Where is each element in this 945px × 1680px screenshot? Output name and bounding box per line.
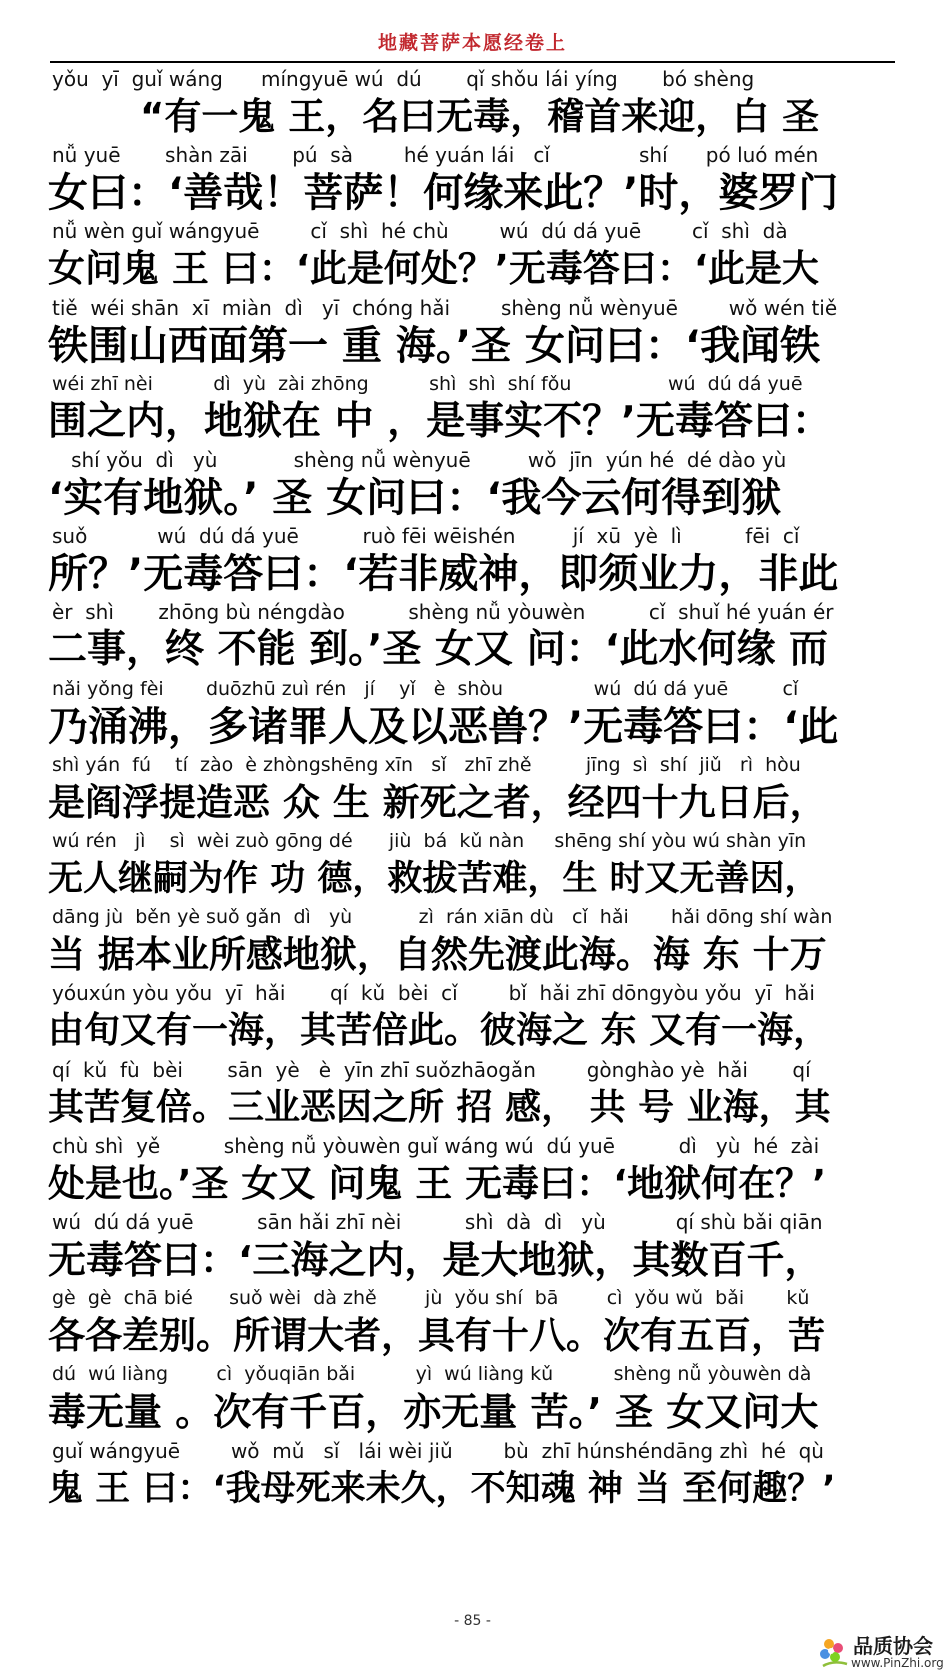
- pinyin-row: wú rén jì sì wèi zuò gōng dé jiù bá kǔ nàn shēng shí yòu wú shàn yīn: [52, 830, 807, 852]
- text-line: [0, 828, 945, 910]
- text-line: [0, 980, 945, 1062]
- hanzi-row: 各各差别。所谓大者，具有十八。次有五百，苦: [48, 1314, 825, 1358]
- pinyin-row: èr shì zhōng bù néngdào shèng nǚ yòuwèn cǐ shuǐ hé yuán ér: [52, 600, 834, 625]
- pinyin-row: shì yán fú tí zào è zhòngshēng xīn sǐ zhī zhě jīng sì shí jiǔ rì hòu: [52, 753, 801, 776]
- hanzi-row: 围之内，地狱在 中 ，是事实不？’无毒答曰：: [48, 398, 831, 444]
- page-header-title: 地藏菩萨本愿经卷上: [377, 32, 567, 54]
- text-line: [0, 752, 945, 834]
- pinyin-row: dú wú liàng cì yǒuqiān bǎi yì wú liàng kǔ shèng nǚ yòuwèn dà: [52, 1363, 812, 1386]
- hanzi-row: “有一鬼 王，名曰无毒，稽首来迎，白 圣: [140, 95, 820, 138]
- text-line: [0, 676, 945, 758]
- text-line: [0, 1209, 945, 1291]
- text-line: [0, 66, 945, 148]
- text-line: [0, 1285, 945, 1367]
- hanzi-row: 由旬又有一海，其苦倍此。彼海之 东 又有一海，: [48, 1010, 830, 1052]
- text-line: [0, 371, 945, 453]
- flower-logo-icon: [813, 1632, 853, 1672]
- pinyin-row: chù shì yě shèng nǚ yòuwèn guǐ wáng wú dú yuē dì yù hé zài: [52, 1133, 820, 1158]
- text-line: [0, 295, 945, 377]
- hanzi-row: 女曰：‘善哉！菩萨！何缘来此？’时，婆罗门: [48, 170, 838, 217]
- pinyin-row: qí kǔ fù bèi sān yè è yīn zhī suǒzhāogǎn gònghào yè hǎi qí: [52, 1057, 811, 1082]
- pinyin-row: shí yǒu dì yù shèng nǚ wènyuē wǒ jīn yún hé dé dào yù: [52, 448, 787, 472]
- text-line: [0, 218, 945, 300]
- hanzi-row: 乃涌沸，多诸罪人及以恶兽？’无毒答曰：‘此: [48, 703, 838, 750]
- pinyin-row: nǚ wèn guǐ wángyuē cǐ shì hé chù wú dú dá yuē cǐ shì dà: [52, 219, 788, 244]
- pinyin-row: wéi zhī nèi dì yù zài zhōng shì shì shí fǒu wú dú dá yuē: [52, 372, 803, 395]
- text-line: [0, 1361, 945, 1443]
- pinyin-row: yǒu yī guǐ wáng míngyuē wú dú qǐ shǒu lái yíng bó shèng: [52, 67, 755, 91]
- hanzi-row: ‘实有地狱。’ 圣 女问曰：‘我今云何得到狱: [48, 475, 782, 521]
- text-line: [0, 1057, 945, 1139]
- site-logo: [813, 1628, 945, 1674]
- watermark-title: 品质协会: [853, 1634, 933, 1658]
- hanzi-row: 女问鬼 王 曰：‘此是何处？’无毒答曰：‘此是大: [48, 247, 819, 291]
- pinyin-row: nǚ yuē shàn zāi pú sà hé yuán lái cǐ shí pó luó mén: [52, 143, 819, 168]
- text-line: [0, 1133, 945, 1215]
- text-line: [0, 904, 945, 986]
- hanzi-row: 当 据本业所感地狱，自然先渡此海。海 东 十万: [48, 933, 827, 977]
- pinyin-row: wú dú dá yuē sān hǎi zhī nèi shì dà dì yù qí shù bǎi qiān: [52, 1210, 823, 1234]
- pinyin-row: tiě wéi shān xī miàn dì yī chóng hǎi shèng nǚ wènyuē wǒ wén tiě: [52, 295, 837, 320]
- hanzi-row: 二事，终 不能 到。’圣 女又 问：‘此水何缘 而: [48, 627, 829, 673]
- hanzi-row: 无人继嗣为作 功 德，救拔苦难，生 时又无善因，: [48, 859, 820, 899]
- hanzi-row: 铁围山西面第一 重 海。’圣 女问曰：‘我闻铁: [48, 322, 821, 369]
- page-number: - 85 -: [454, 1613, 491, 1629]
- text-line: [0, 1438, 945, 1520]
- hanzi-row: 毒无量 。次有千百，亦无量 苦。’ 圣 女又问大: [48, 1390, 819, 1435]
- text-line: [0, 599, 945, 681]
- text-line: [0, 523, 945, 605]
- header-rule: [50, 61, 895, 63]
- hanzi-row: 是阎浮提造恶 众 生 新死之者，经四十九日后，: [48, 780, 827, 824]
- text-line: [0, 447, 945, 529]
- pinyin-row: dāng jù běn yè suǒ gǎn dì yù zì rán xiān dù cǐ hǎi hǎi dōng shí wàn: [52, 906, 833, 929]
- pinyin-row: gè gè chā bié suǒ wèi dà zhě jù yǒu shí bā cì yǒu wǔ bǎi kǔ: [52, 1287, 810, 1310]
- hanzi-row: 鬼 王 曰：‘我母死来未久，不知魂 神 当 至何趣？’: [48, 1468, 836, 1509]
- text-line: [0, 142, 945, 224]
- pinyin-row: yóuxún yòu yǒu yī hǎi qí kǔ bèi cǐ bǐ hǎi zhī dōngyòu yǒu yī hǎi: [52, 981, 815, 1006]
- pinyin-row: suǒ wú dú dá yuē ruò fēi wēishén jí xū yè lì fēi cǐ: [52, 524, 800, 549]
- watermark-url: www.PinZhi.org: [851, 1656, 944, 1670]
- hanzi-row: 其苦复倍。三业恶因之所 招 感， 共 号 业海，其: [48, 1086, 831, 1128]
- hanzi-row: 处是也。’圣 女又 问鬼 王 无毒曰：‘地狱何在？’: [48, 1161, 827, 1205]
- hanzi-row: 所？’无毒答曰：‘若非威神，即须业力，非此: [48, 551, 838, 598]
- hanzi-row: 无毒答曰：‘三海之内，是大地狱，其数百千，: [48, 1238, 823, 1282]
- pinyin-row: nǎi yǒng fèi duōzhū zuì rén jí yǐ è shòu wú dú dá yuē cǐ: [52, 677, 799, 700]
- pinyin-row: guǐ wángyuē wǒ mǔ sǐ lái wèi jiǔ bù zhī húnshéndāng zhì hé qù: [52, 1438, 824, 1463]
